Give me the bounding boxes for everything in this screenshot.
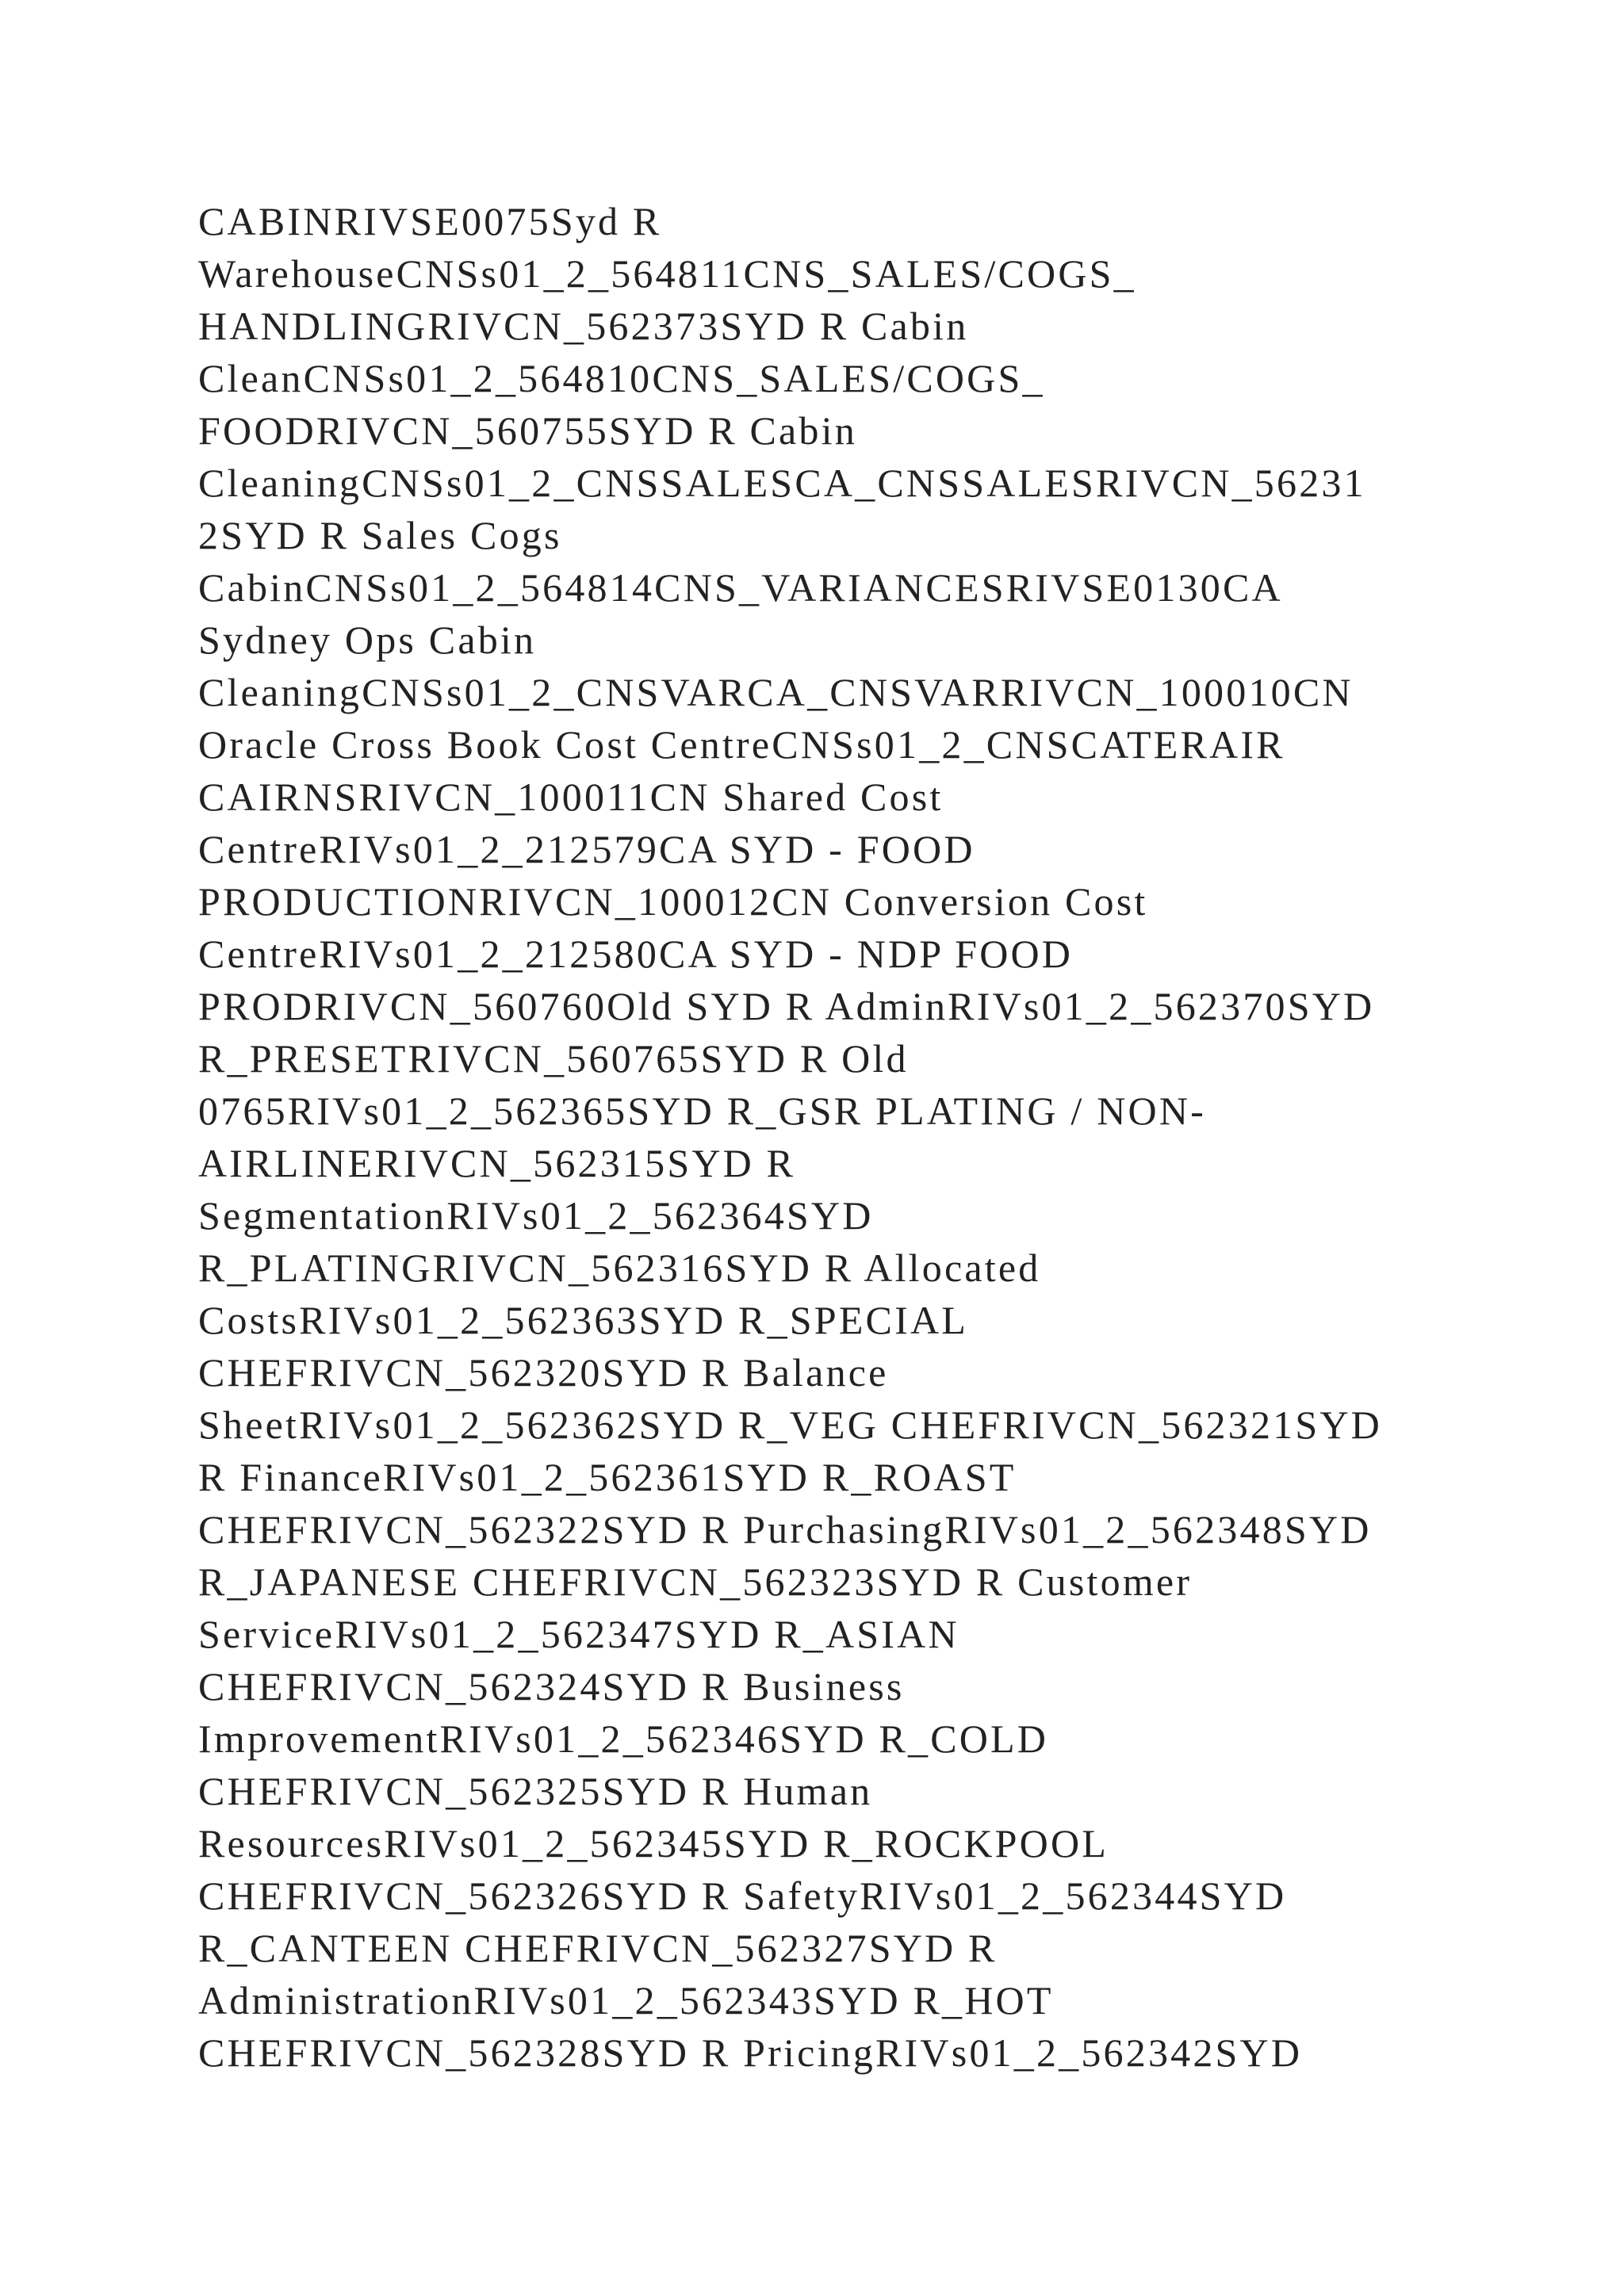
text-line: AdministrationRIVs01_2_562343SYD R_HOT — [198, 1978, 1054, 2022]
text-line: ResourcesRIVs01_2_562345SYD R_ROCKPOOL — [198, 1821, 1109, 1866]
text-line: CHEFRIVCN_562326SYD R SafetyRIVs01_2_562344SYD — [198, 1873, 1287, 1918]
text-line: CAIRNSRIVCN_100011CN Shared Cost — [198, 775, 944, 819]
text-line: CHEFRIVCN_562322SYD R PurchasingRIVs01_2_562348SYD — [198, 1507, 1372, 1552]
text-line: CHEFRIVCN_562320SYD R Balance — [198, 1350, 889, 1395]
text-line: AIRLINERIVCN_562315SYD R — [198, 1141, 796, 1185]
text-line: CentreRIVs01_2_212580CA SYD - NDP FOOD — [198, 932, 1074, 976]
text-line: PRODUCTIONRIVCN_100012CN Conversion Cost — [198, 879, 1148, 924]
text-line: R FinanceRIVs01_2_562361SYD R_ROAST — [198, 1455, 1017, 1499]
text-line: PRODRIVCN_560760Old SYD R AdminRIVs01_2_562370SYD — [198, 984, 1375, 1028]
text-line: WarehouseCNSs01_2_564811CNS_SALES/COGS_ — [198, 251, 1136, 296]
text-line: CleaningCNSs01_2_CNSVARCA_CNSVARRIVCN_100010CN — [198, 670, 1354, 714]
text-line: R_CANTEEN CHEFRIVCN_562327SYD R — [198, 1926, 998, 1970]
text-line: FOODRIVCN_560755SYD R Cabin — [198, 408, 857, 453]
text-line: CleaningCNSs01_2_CNSSALESCA_CNSSALESRIVCN_56231 — [198, 461, 1366, 505]
text-line: R_PRESETRIVCN_560765SYD R Old — [198, 1036, 909, 1081]
text-line: Oracle Cross Book Cost CentreCNSs01_2_CNSCATERAIR — [198, 722, 1285, 767]
text-line: CHEFRIVCN_562324SYD R Business — [198, 1664, 905, 1709]
text-line: CHEFRIVCN_562325SYD R Human — [198, 1769, 873, 1813]
text-line: CabinCNSs01_2_564814CNS_VARIANCESRIVSE0130CA — [198, 565, 1283, 610]
text-line: Sydney Ops Cabin — [198, 618, 537, 662]
text-line: 0765RIVs01_2_562365SYD R_GSR PLATING / NON- — [198, 1089, 1206, 1133]
text-line: ServiceRIVs01_2_562347SYD R_ASIAN — [198, 1612, 959, 1656]
text-line: 2SYD R Sales Cogs — [198, 513, 562, 557]
text-line: HANDLINGRIVCN_562373SYD R Cabin — [198, 304, 969, 348]
text-line: R_PLATINGRIVCN_562316SYD R Allocated — [198, 1246, 1041, 1290]
text-line: R_JAPANESE CHEFRIVCN_562323SYD R Customer — [198, 1559, 1193, 1604]
text-line: CentreRIVs01_2_212579CA SYD - FOOD — [198, 827, 975, 871]
text-line: CostsRIVs01_2_562363SYD R_SPECIAL — [198, 1298, 969, 1342]
text-line: SegmentationRIVs01_2_562364SYD — [198, 1193, 874, 1238]
text-line: CABINRIVSE0075Syd R — [198, 199, 662, 243]
text-line: CleanCNSs01_2_564810CNS_SALES/COGS_ — [198, 356, 1045, 400]
document-text-block — [198, 195, 1467, 2079]
text-line: SheetRIVs01_2_562362SYD R_VEG CHEFRIVCN_562321SYD — [198, 1402, 1382, 1447]
text-line: ImprovementRIVs01_2_562346SYD R_COLD — [198, 1716, 1049, 1761]
text-line: CHEFRIVCN_562328SYD R PricingRIVs01_2_562342SYD — [198, 2030, 1303, 2075]
